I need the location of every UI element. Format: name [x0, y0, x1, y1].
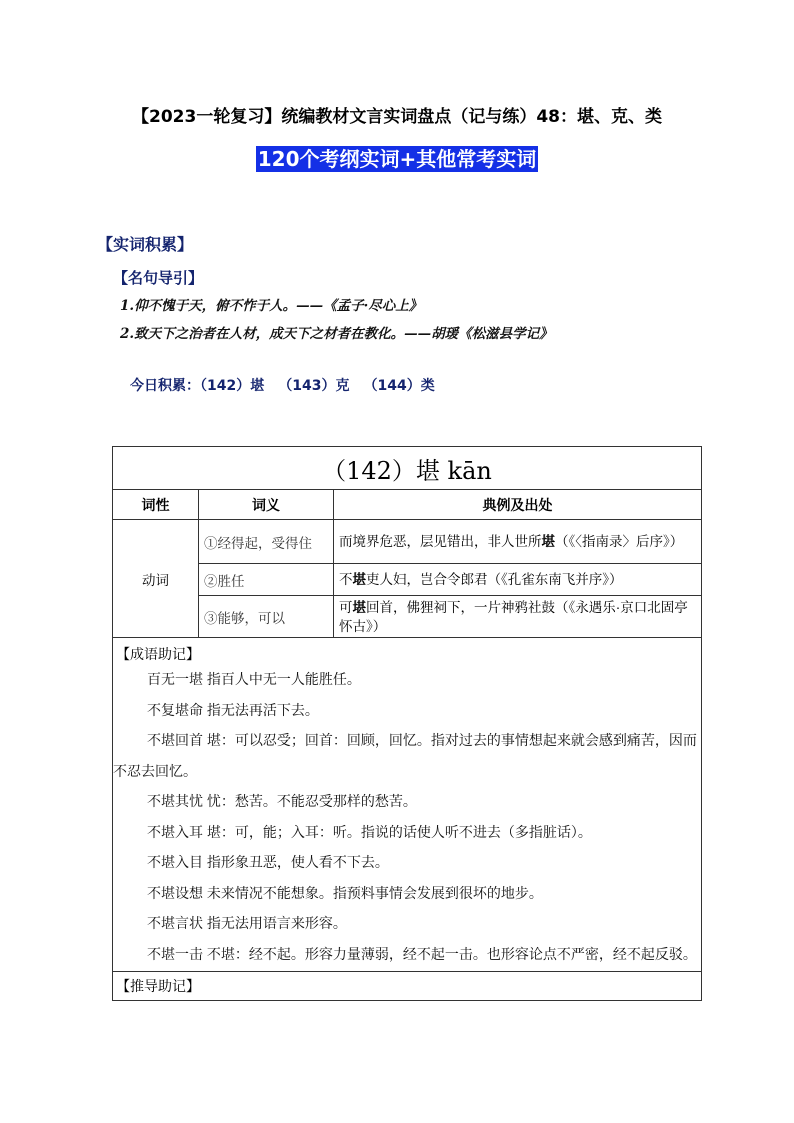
idiom-desc: 忧：愁苦。不能忍受那样的愁苦。 — [206, 793, 417, 809]
today-label: 今日积累： — [130, 378, 200, 394]
idiom-entry — [113, 817, 701, 848]
idiom-term: 不堪入目 — [147, 854, 203, 870]
idiom-desc: 指形象丑恶，使人看不下去。 — [206, 854, 389, 870]
idiom-desc: 不忍去回忆。 — [113, 762, 197, 779]
idiom-entry — [113, 908, 701, 939]
example-source: 吏人妇，岂合令郎君（《孔雀东南飞并序》） — [366, 572, 623, 587]
idiom-entry — [113, 878, 701, 909]
subtitle-container — [0, 146, 794, 172]
idiom-desc: 堪：可以忍受；回首：回顾，回忆。指对过去的事情想起来就会感到痛苦，因而 — [206, 732, 697, 748]
idiom-desc: 不堪：经不起。形容力量薄弱，经不起一击。也形容论点不严密，经不起反驳。 — [206, 945, 697, 962]
example-cell — [334, 596, 702, 638]
idiom-entry — [113, 664, 701, 695]
meaning-cell: ③能够，可以 — [199, 596, 334, 638]
example-source: 回首，佛狸祠下，一片神鸦社鼓（《永遇乐·京口北固亭怀古》） — [339, 599, 688, 634]
example-cell — [334, 520, 702, 564]
quote-item: 2.致天下之治者在人材，成天下之材者在教化。——胡瑗《松滋县学记》 — [120, 326, 553, 342]
idiom-desc: 堪：可，能；入耳：听。指说的话使人听不进去（多指脏话）。 — [206, 823, 592, 840]
meaning-cell: ②胜任 — [199, 564, 334, 596]
idiom-entry-continued — [113, 756, 701, 787]
deduction-title: 【推导助记】 — [113, 972, 702, 1001]
idiom-desc: 指无法用语言来形容。 — [206, 915, 347, 931]
column-header: 词性 — [113, 490, 199, 520]
idiom-term: 不复堪命 — [147, 701, 203, 718]
example-keyword: 堪 — [541, 534, 555, 549]
table-heading: （142）堪 kān — [113, 447, 702, 490]
word-table — [112, 446, 702, 1001]
column-header: 典例及出处 — [334, 490, 702, 520]
idiom-term: 百无一堪 — [147, 671, 203, 687]
idiom-entry — [113, 725, 701, 756]
idiom-term: 不堪言状 — [147, 915, 203, 931]
document-subtitle: 120个考纲实词+其他常考实词 — [257, 147, 537, 171]
idiom-entry — [113, 939, 701, 972]
idiom-term: 不堪一击 — [147, 945, 203, 962]
idiom-entry — [113, 695, 701, 726]
today-item: （143）克 — [278, 378, 350, 394]
example-cell — [334, 564, 702, 596]
example-text: 不 — [339, 572, 353, 587]
idiom-entry — [113, 786, 701, 817]
quotes-title: 【名句导引】 — [113, 269, 204, 287]
idioms-title: 【成语助记】 — [116, 646, 200, 662]
idiom-term: 不堪其忧 — [147, 793, 203, 809]
idiom-desc: 未来情况不能想象。指预料事情会发展到很坏的地步。 — [206, 884, 543, 901]
today-accumulation — [130, 375, 449, 395]
today-item: （142）堪 — [200, 378, 265, 394]
example-text: 可 — [339, 599, 353, 615]
today-item: （144）类 — [363, 378, 435, 394]
document-title: 【2023一轮复习】统编教材文言实词盘点（记与练）48：堪、克、类 — [132, 107, 662, 127]
part-of-speech: 动词 — [113, 520, 199, 638]
example-source: （《〈指南录〉后序》） — [555, 534, 684, 549]
meaning-cell: ①经得起，受得住 — [199, 520, 334, 564]
section-title: 【实词积累】 — [97, 235, 194, 254]
idiom-desc: 指无法再活下去。 — [206, 701, 319, 718]
idiom-term: 不堪回首 — [147, 732, 203, 748]
example-keyword: 堪 — [352, 572, 366, 587]
example-keyword: 堪 — [352, 599, 366, 615]
quote-item: 1.仰不愧于天，俯不怍于人。——《孟子·尽心上》 — [120, 298, 423, 314]
example-text: 而境界危恶，层见错出，非人世所 — [339, 534, 542, 549]
idiom-term: 不堪入耳 — [147, 823, 203, 840]
idiom-entry — [113, 847, 701, 878]
idiom-desc: 指百人中无一人能胜任。 — [206, 671, 361, 687]
idioms-block — [113, 638, 702, 972]
idiom-term: 不堪设想 — [147, 884, 203, 901]
column-header: 词义 — [199, 490, 334, 520]
